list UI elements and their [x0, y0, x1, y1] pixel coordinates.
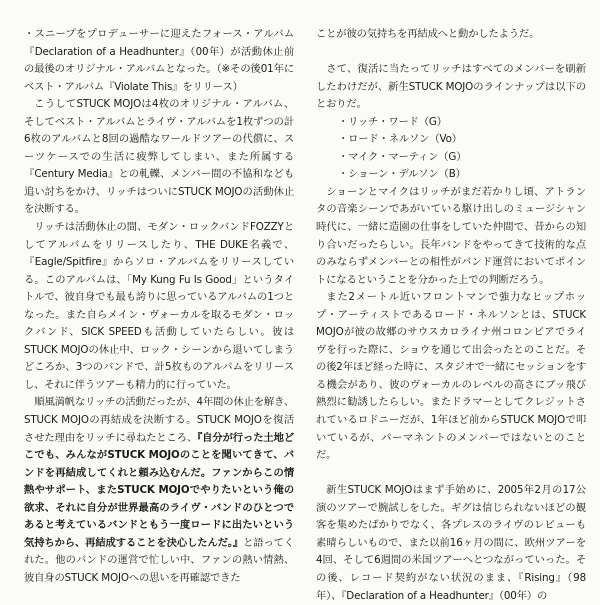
right-paragraph-continuation: ことが彼の気持ちを再結成へと動かしたようだ。 [316, 28, 540, 40]
lineup-item: ・マイク・マーティン（G） [338, 150, 467, 163]
right-paragraph-members-background: ショーンとマイクはリッチがまだ若かりし頃、アトランタの音楽シーンであがいている駆け出しのミュージシャン時代に、一緒に造園の仕事をしていた仲間で、昔からの知り合いだったらしい。長年バンドをやってきて技術的な点のみならずメンバーとの相性がバンド運営においてポイントになるということを分かった上での判断だろう。 [316, 185, 586, 286]
lineup-item: ・ショーン・デルソン（B） [338, 168, 466, 181]
right-paragraph-lineup-intro: さて、復活に当たってリッチはすべてのメンバーを刷新したわけだが、新生STUCK MOJOのラインナップは以下のとおりだ。 [316, 63, 586, 111]
left-paragraph-reunion [24, 394, 294, 587]
rich-quote: 『自分が行った土地どこでも、みんながSTUCK MOJOのことを聞いてきて、バンドを再結成してくれと頼み込むんだ。ファンからこの情熱やサポート、またSTUCK MOJOでやりたいという俺の欲求、それに自分が世界最高のライヴ・バンドのひとつであると考えているバンドともう一度ロードに出たいという気持ちから、再結成することを決心したんだ。』 [24, 431, 294, 549]
right-column [316, 26, 586, 602]
lineup-item: ・リッチ・ワード（G） [338, 115, 447, 128]
reunion-lead-text: 順風満帆なリッチの活動だったが、4年間の休止を解き、STUCK MOJOの再結成を決断する。STUCK MOJOを復活させた理由をリッチに尋ねたところ、 [24, 396, 294, 444]
left-column [24, 26, 294, 602]
left-paragraph-side-projects: リッチは活動休止の間、モダン・ロックバンドFOZZYとしてアルバムをリリースしたり、THE DUKE名義で、『Eagle/Spitfire』からソロ・アルバムをリリースしている。このアルバムは、「My Kung Fu Is Good」というタイトルで、彼自身でも最も誇りに思っているアルバムの1つとなった。また自らメイン・ヴォーカルを取るモダン・ロックバンド、SICK SPEEDも活動していたらしい。彼はSTUCK MOJOの休止中、ロック・シーンから退いてしまうどころか、3つのバンドで、計5枚ものアルバムをリリースし、それに伴うツアーも精力的に行っていた。 [24, 221, 294, 391]
left-paragraph-album-history: ・スニープをプロデューサーに迎えたフォース・アルバム『Declaration of a Headhunter』（00年）が活動休止前の最後のオリジナル・アルバムとなった。（※その後01年にベスト・アルバム『Violate This』をリリース） [24, 28, 294, 93]
reunion-tail-text: と語ってくれた。他のバンドの運営で忙しい中、ファンの熱い情熱、彼自身のSTUCK MOJOへの思いを再確認できた [24, 536, 294, 584]
right-paragraph-comeback-tour: 新生STUCK MOJOはまず手始めに、2005年2月の17公演のツアーで腕試しをした。ギグは信じられないほどの観客を集めたばかりでなく、各プレスのライヴのレビューも素晴らしいもので、また以前16ヶ月の間に、欧州ツアーを4回、そして6週間の米国ツアーへとつながっていった。その後、レコード契約がない状況のまま、『Rising』（98年）、『Declaration of a Headhunter』（00年）の [316, 484, 586, 602]
lineup-list [316, 114, 586, 184]
left-paragraph-hiatus: こうしてSTUCK MOJOは4枚のオリジナル・アルバム、そしてベスト・アルバムとライヴ・アルバムを1枚ずつの計6枚のアルバムと8回の過酷なワールドツアーの代償に、スーツケースでの生活に疲弊してしまい、また所属する『Century Media』との軋轢、メンバー間の不協和なども追い討ちをかけ、リッチはついにSTUCK MOJOの活動休止を決断する。 [24, 98, 294, 216]
lineup-item: ・ロード・ネルソン（Vo） [338, 133, 462, 146]
right-paragraph-vocalist-drummer: また2メートル近いフロントマンで強力なヒップホップ・アーティストであるロード・ネルソンとは、STUCK MOJOが彼の故郷のサウスカロライナ州コロンビアでライヴを行った際に、ショウを通じて出会ったとのことだ。その後2年ほど経った時に、スタジオで一緒にセッションをする機会があり、彼のヴォーカルのレベルの高さにブッ飛び熱烈に勧誘したらしい。またドラマーとしてクレジットされているロドニーだが、1年ほど前からSTUCK MOJOで叩いているが、パーマネントのメンバーではないとのことだ。 [316, 291, 587, 462]
